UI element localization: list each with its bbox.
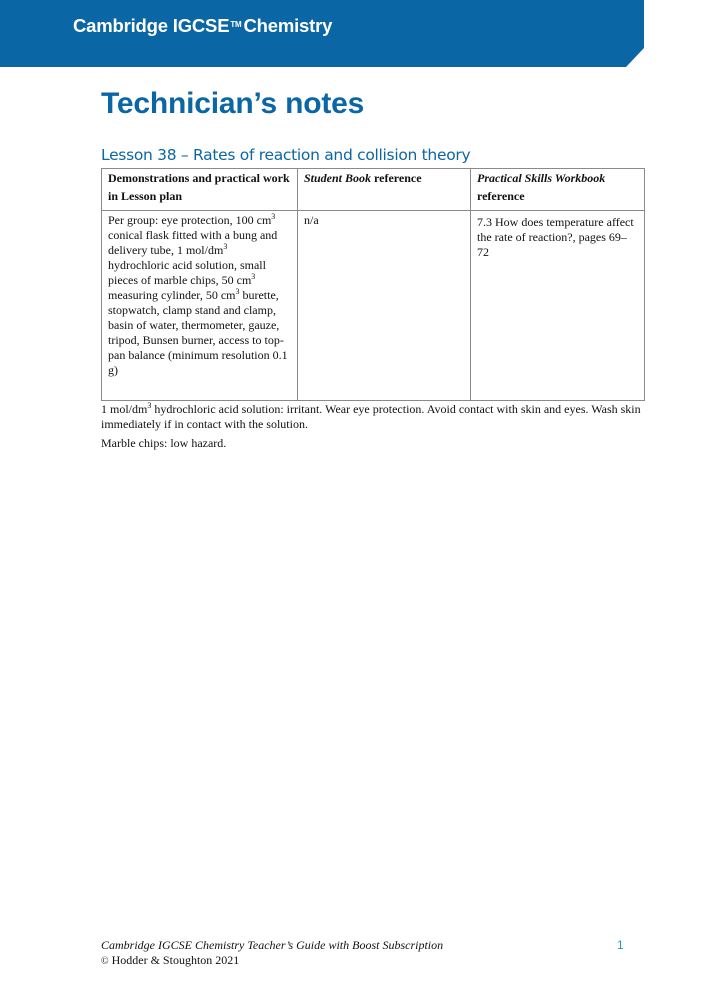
copyright-icon: © xyxy=(101,956,109,967)
page-title: Technician’s notes xyxy=(101,87,365,120)
header-student-book-title: Student Book xyxy=(304,171,372,185)
lesson-heading: Lesson 38 – Rates of reaction and collision theory xyxy=(101,146,471,164)
hazard-note-marble: Marble chips: low hazard. xyxy=(101,436,227,450)
table-row xyxy=(102,211,645,401)
cell-student-book-ref: n/a xyxy=(298,211,471,401)
header-workbook-suffix: reference xyxy=(477,189,525,203)
hazard-note-acid: 1 mol/$dm^3$ hydrochloric acid solution: irritant. Wear eye protection. Avoid contact with skin and eyes. Wash skin immediately if in contact with the solution. xyxy=(101,401,641,431)
header-student-book-suffix: reference xyxy=(371,171,422,185)
banner-subject: Chemistry xyxy=(243,15,333,36)
header-student-book xyxy=(298,169,471,211)
cell-workbook-ref: 7.3 How does temperature affect the rate of reaction?, pages 69–72 xyxy=(471,211,645,401)
cell-equipment-list: Per group: eye protection, 100 $cm^3$ conical flask fitted with a bung and delivery tube, 1 mol/$dm^3$ hydrochloric acid solution, small pieces of marble chips, 50 $cm^3$ measuring cylinder, 50 $cm^3$ burette, stopwatch, clamp stand and clamp, basin of water, thermometer, gauze, tripod, Bunsen burner, access to top-pan balance (minimum resolution 0.1 g) xyxy=(102,211,298,401)
header-workbook xyxy=(471,169,645,211)
page-footer xyxy=(101,938,627,969)
reference-table xyxy=(101,168,645,401)
trademark-mark: TM xyxy=(230,20,242,29)
footer-copyright: © Hodder & Stoughton 2021 xyxy=(101,953,240,967)
header-workbook-title: Practical Skills Workbook xyxy=(477,171,606,185)
banner-title-text: Cambridge IGCSE xyxy=(73,15,230,36)
table-header-row xyxy=(102,169,645,211)
header-demonstrations: Demonstrations and practical work in Lesson plan xyxy=(102,169,298,211)
page-number: 1 xyxy=(617,938,624,952)
safety-notes xyxy=(101,402,641,455)
banner-title xyxy=(73,15,332,37)
footer-guide-title: Cambridge IGCSE Chemistry Teacher’s Guide with Boost Subscription xyxy=(101,938,444,952)
